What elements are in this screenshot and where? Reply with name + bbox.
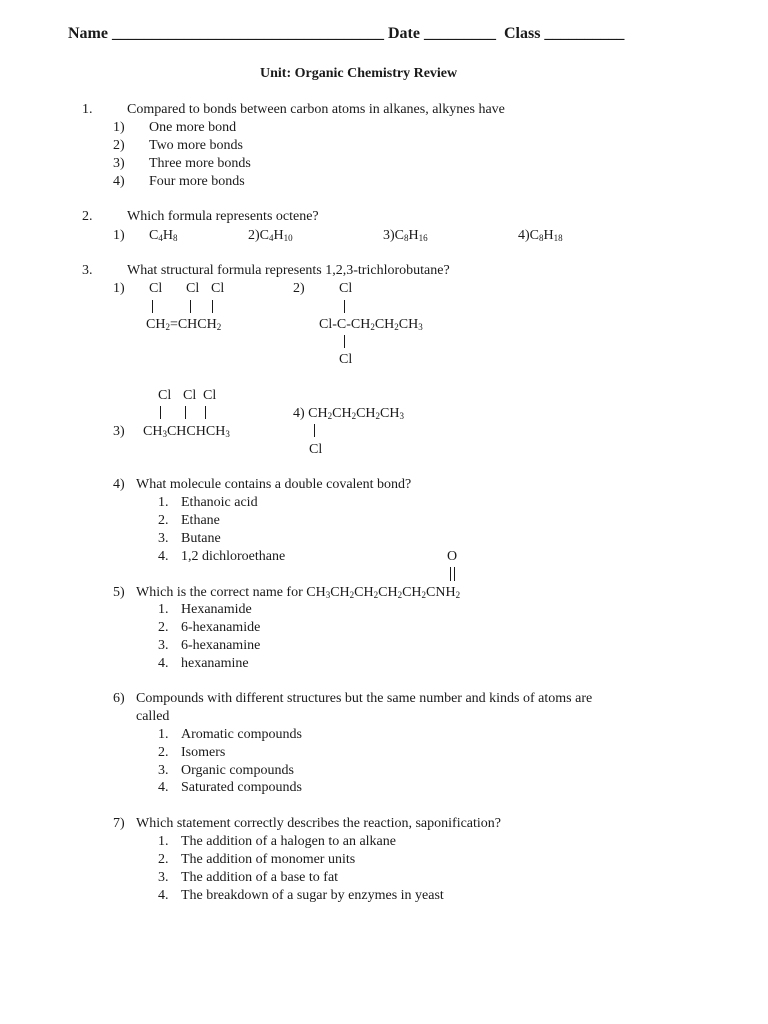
q6-option-num: 2. [158, 745, 169, 760]
page-title: Unit: Organic Chemistry Review [260, 66, 458, 81]
q1-number: 1. [82, 102, 93, 117]
date-blank[interactable]: _________ [423, 25, 496, 42]
q1-option-text: Three more bonds [149, 156, 251, 171]
q6-option-text: Organic compounds [181, 763, 294, 778]
bond-line [160, 406, 161, 419]
q3-option1-chain: $CH_2=CHCH_2$ [146, 317, 222, 332]
q7-number: 7) [113, 816, 125, 831]
q7-option-text: The addition of a halogen to an alkane [181, 834, 396, 849]
q4-text: What molecule contains a double covalent bond? [136, 477, 412, 492]
q5-option-num: 4. [158, 656, 169, 671]
q2-option2-num: 2) [248, 228, 260, 243]
q3-option4: 4) $CH_2CH_2CH_2CH_3$ [293, 406, 404, 421]
q4-option-num: 2. [158, 513, 169, 528]
q7-option-text: The breakdown of a sugar by enzymes in yeast [181, 888, 444, 903]
q7-text: Which statement correctly describes the reaction, saponification? [136, 816, 502, 831]
q3-option2-chain: $Cl-C-CH_2CH_2CH_3$ [319, 317, 423, 332]
q5-number: 5) [113, 585, 125, 600]
bond-line [190, 300, 191, 313]
q7-option-num: 3. [158, 870, 169, 885]
q2-option3-num: 3) [383, 228, 395, 243]
q3-text: What structural formula represents 1,2,3-trichlorobutane? [127, 263, 450, 278]
q6-option-text: Aromatic compounds [181, 727, 302, 742]
q3-option4-num: 4) [293, 406, 305, 421]
q4-option-text: Butane [181, 531, 221, 546]
q4-option-num: 3. [158, 531, 169, 546]
q1-option-num: 4) [113, 174, 125, 189]
q5-option-num: 2. [158, 620, 169, 635]
q3-opt3-cl: Cl [158, 388, 172, 403]
q1-option-num: 2) [113, 138, 125, 153]
q6-option-text: Saturated compounds [181, 780, 302, 795]
q6-number: 6) [113, 691, 125, 706]
q5-option-num: 1. [158, 602, 169, 617]
q3-opt4-cl: Cl [309, 442, 323, 457]
q2-option1-num: 1) [113, 228, 125, 243]
q4-option-text: Ethanoic acid [181, 495, 258, 510]
q4-option-text: Ethane [181, 513, 220, 528]
q5-option-text: 6-hexanamide [181, 620, 261, 635]
q3-option1-num: 1) [113, 281, 125, 296]
q1-option-text: Four more bonds [149, 174, 245, 189]
q6-text-line2: called [136, 709, 170, 724]
q5-option-text: 6-hexanamine [181, 638, 261, 653]
q2-option4: $4)C_8H_{18}$ [518, 228, 563, 243]
q6-option-text: Isomers [181, 745, 226, 760]
q7-option-num: 4. [158, 888, 169, 903]
q7-option-num: 2. [158, 852, 169, 867]
q3-opt3-cl: Cl [203, 388, 217, 403]
q4-option-num: 4. [158, 549, 169, 564]
q2-option4-num: 4) [518, 228, 530, 243]
q4-option-num: 1. [158, 495, 169, 510]
q3-option3-num: 3) [113, 424, 125, 439]
q4-number: 4) [113, 477, 125, 492]
bond-line [205, 406, 206, 419]
bond-line [344, 335, 345, 348]
date-label: Date [387, 25, 420, 42]
class-label: Class [503, 25, 541, 42]
q6-text-line1: Compounds with different structures but the same number and kinds of atoms are [136, 691, 593, 706]
q1-text: Compared to bonds between carbon atoms in alkanes, alkynes have [127, 102, 505, 117]
q3-opt2-cl: Cl [339, 352, 353, 367]
q5-option-num: 3. [158, 638, 169, 653]
q7-option-num: 1. [158, 834, 169, 849]
q3-opt2-cl: Cl [339, 281, 353, 296]
q6-option-num: 3. [158, 763, 169, 778]
q3-option3-chain: $CH_3CHCHCH_3$ [143, 424, 230, 439]
q3-opt1-cl: Cl [211, 281, 225, 296]
q1-option-text: Two more bonds [149, 138, 243, 153]
q5-option-text: hexanamine [181, 656, 249, 671]
q1-option-num: 3) [113, 156, 125, 171]
q3-option2-num: 2) [293, 281, 305, 296]
q5-option-text: Hexanamide [181, 602, 252, 617]
name-blank[interactable]: __________________________________ [111, 25, 384, 42]
bond-line [314, 424, 315, 437]
name-label: Name [68, 25, 108, 42]
q6-option-num: 1. [158, 727, 169, 742]
q7-option-text: The addition of monomer units [181, 852, 356, 867]
q2-option3: $3)C_8H_{16}$ [383, 228, 428, 243]
bond-line [185, 406, 186, 419]
double-bond [450, 567, 455, 581]
q1-option-num: 1) [113, 120, 125, 135]
q3-opt1-cl: Cl [149, 281, 163, 296]
bond-line [212, 300, 213, 313]
q2-number: 2. [82, 209, 93, 224]
bond-line [344, 300, 345, 313]
class-blank[interactable]: __________ [544, 25, 625, 42]
q5-oxygen: O [447, 549, 458, 564]
q2-option2: $2)C_4H_{10}$ [248, 228, 293, 243]
q7-option-text: The addition of a base to fat [181, 870, 339, 885]
q6-option-num: 4. [158, 780, 169, 795]
q3-opt1-cl: Cl [186, 281, 200, 296]
q4-option-text: 1,2 dichloroethane [181, 549, 286, 564]
q1-option-text: One more bond [149, 120, 237, 135]
q2-text: Which formula represents octene? [127, 209, 319, 224]
q2-option1-formula: $C_4H_8$ [149, 228, 178, 243]
q3-number: 3. [82, 263, 93, 278]
q3-opt3-cl: Cl [183, 388, 197, 403]
q5-text: Which is the correct name for $CH_3CH_2CH_2CH_2CH_2CNH_2$ [136, 585, 461, 600]
bond-line [152, 300, 153, 313]
header-line [68, 25, 624, 43]
